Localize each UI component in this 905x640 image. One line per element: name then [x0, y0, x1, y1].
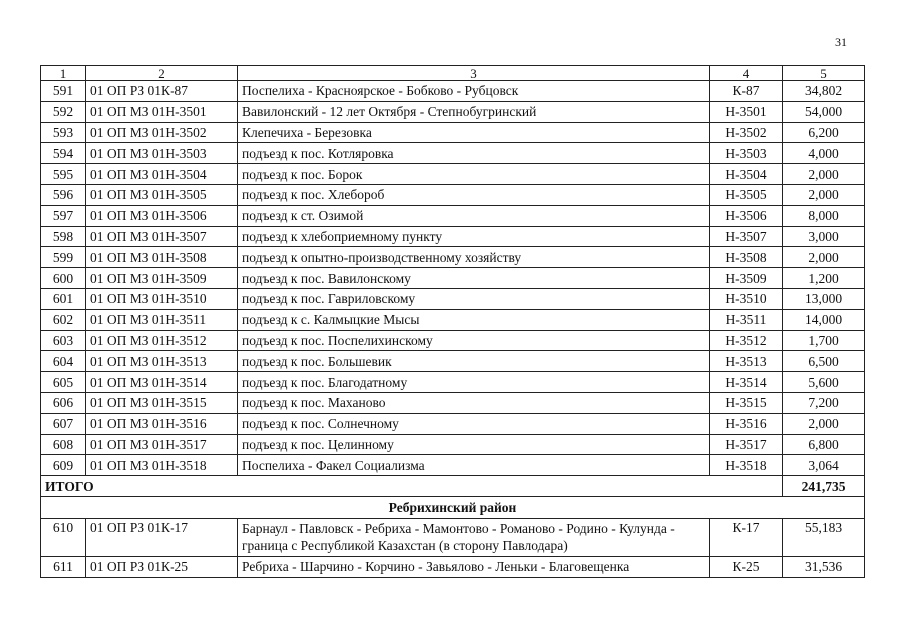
row-number: 598	[41, 226, 86, 247]
row-number: 603	[41, 330, 86, 351]
row-number: 593	[41, 122, 86, 143]
road-id: Н-3515	[710, 392, 783, 413]
road-id: Н-3510	[710, 288, 783, 309]
header-cell-3: 3	[238, 66, 710, 81]
row-number: 592	[41, 101, 86, 122]
road-length: 34,802	[783, 81, 865, 102]
road-code: 01 ОП МЗ 01Н-3508	[86, 247, 238, 268]
road-name: Поспелиха - Факел Социализма	[238, 455, 710, 476]
road-name: подъезд к пос. Большевик	[238, 351, 710, 372]
road-code: 01 ОП МЗ 01Н-3501	[86, 101, 238, 122]
road-code: 01 ОП МЗ 01Н-3509	[86, 268, 238, 289]
row-number: 595	[41, 164, 86, 185]
road-id: Н-3507	[710, 226, 783, 247]
district-row	[41, 496, 865, 518]
road-code: 01 ОП МЗ 01Н-3516	[86, 413, 238, 434]
road-code: 01 ОП МЗ 01Н-3502	[86, 122, 238, 143]
header-cell-5: 5	[783, 66, 865, 81]
row-number: 607	[41, 413, 86, 434]
table-row	[41, 101, 865, 122]
row-number: 610	[41, 518, 86, 556]
road-code: 01 ОП МЗ 01Н-3511	[86, 309, 238, 330]
road-length: 4,000	[783, 143, 865, 164]
table-row	[41, 556, 865, 577]
road-length: 6,800	[783, 434, 865, 455]
road-length: 1,200	[783, 268, 865, 289]
road-name: подъезд к с. Калмыцкие Мысы	[238, 309, 710, 330]
road-name: подъезд к пос. Хлебороб	[238, 184, 710, 205]
road-code: 01 ОП МЗ 01Н-3506	[86, 205, 238, 226]
road-id: К-25	[710, 556, 783, 577]
road-id: Н-3505	[710, 184, 783, 205]
road-code: 01 ОП РЗ 01К-25	[86, 556, 238, 577]
road-id: Н-3503	[710, 143, 783, 164]
row-number: 604	[41, 351, 86, 372]
road-name: подъезд к пос. Котляровка	[238, 143, 710, 164]
header-cell-1: 1	[41, 66, 86, 81]
table-row	[41, 81, 865, 102]
roads-table	[40, 65, 865, 578]
table-row	[41, 372, 865, 393]
district-heading: Ребрихинский район	[41, 496, 865, 518]
table-row	[41, 392, 865, 413]
road-length: 3,000	[783, 226, 865, 247]
road-id: Н-3508	[710, 247, 783, 268]
table-row	[41, 226, 865, 247]
road-id: К-87	[710, 81, 783, 102]
road-length: 2,000	[783, 247, 865, 268]
road-name: Клепечиха - Березовка	[238, 122, 710, 143]
road-id: Н-3504	[710, 164, 783, 185]
table-row	[41, 164, 865, 185]
road-length: 13,000	[783, 288, 865, 309]
row-number: 596	[41, 184, 86, 205]
road-code: 01 ОП РЗ 01К-17	[86, 518, 238, 556]
road-code: 01 ОП МЗ 01Н-3513	[86, 351, 238, 372]
road-code: 01 ОП МЗ 01Н-3510	[86, 288, 238, 309]
row-number: 611	[41, 556, 86, 577]
road-id: Н-3509	[710, 268, 783, 289]
table-row	[41, 268, 865, 289]
row-number: 601	[41, 288, 86, 309]
road-name: подъезд к пос. Гавриловскому	[238, 288, 710, 309]
row-number: 609	[41, 455, 86, 476]
road-id: К-17	[710, 518, 783, 556]
road-name: подъезд к пос. Поспелихинскому	[238, 330, 710, 351]
road-id: Н-3518	[710, 455, 783, 476]
row-number: 608	[41, 434, 86, 455]
road-length: 3,064	[783, 455, 865, 476]
road-name: Вавилонский - 12 лет Октября - Степнобугринский	[238, 101, 710, 122]
road-name: Барнаул - Павловск - Ребриха - Мамонтово - Романово - Родино - Кулунда - граница с Республикой Казахстан (в сторону Павлодара)	[238, 518, 710, 556]
road-length: 7,200	[783, 392, 865, 413]
road-length: 2,000	[783, 164, 865, 185]
row-number: 600	[41, 268, 86, 289]
road-length: 31,536	[783, 556, 865, 577]
total-row	[41, 476, 865, 497]
road-code: 01 ОП МЗ 01Н-3517	[86, 434, 238, 455]
row-number: 599	[41, 247, 86, 268]
road-length: 54,000	[783, 101, 865, 122]
road-length: 2,000	[783, 413, 865, 434]
table-row	[41, 247, 865, 268]
road-id: Н-3506	[710, 205, 783, 226]
road-length: 6,500	[783, 351, 865, 372]
road-length: 2,000	[783, 184, 865, 205]
road-name: Ребриха - Шарчино - Корчино - Завьялово - Леньки - Благовещенка	[238, 556, 710, 577]
road-name: подъезд к пос. Целинному	[238, 434, 710, 455]
road-length: 1,700	[783, 330, 865, 351]
row-number: 606	[41, 392, 86, 413]
road-code: 01 ОП МЗ 01Н-3505	[86, 184, 238, 205]
road-length: 5,600	[783, 372, 865, 393]
road-id: Н-3514	[710, 372, 783, 393]
table-row	[41, 330, 865, 351]
table-row	[41, 351, 865, 372]
road-code: 01 ОП МЗ 01Н-3515	[86, 392, 238, 413]
road-length: 14,000	[783, 309, 865, 330]
row-number: 605	[41, 372, 86, 393]
road-name: подъезд к пос. Борок	[238, 164, 710, 185]
road-name: подъезд к ст. Озимой	[238, 205, 710, 226]
road-id: Н-3516	[710, 413, 783, 434]
road-length: 8,000	[783, 205, 865, 226]
road-name: подъезд к пос. Маханово	[238, 392, 710, 413]
row-number: 602	[41, 309, 86, 330]
table-row	[41, 413, 865, 434]
road-length: 55,183	[783, 518, 865, 556]
road-code: 01 ОП РЗ 01К-87	[86, 81, 238, 102]
road-name: подъезд к хлебоприемному пункту	[238, 226, 710, 247]
road-id: Н-3501	[710, 101, 783, 122]
road-code: 01 ОП МЗ 01Н-3507	[86, 226, 238, 247]
road-code: 01 ОП МЗ 01Н-3503	[86, 143, 238, 164]
table-row	[41, 309, 865, 330]
total-value: 241,735	[783, 476, 865, 497]
road-name: Поспелиха - Красноярское - Бобково - Рубцовск	[238, 81, 710, 102]
road-name: подъезд к пос. Солнечному	[238, 413, 710, 434]
table-row	[41, 143, 865, 164]
total-label: ИТОГО	[41, 476, 783, 497]
road-id: Н-3517	[710, 434, 783, 455]
road-id: Н-3513	[710, 351, 783, 372]
table-row	[41, 455, 865, 476]
table-row	[41, 122, 865, 143]
row-number: 594	[41, 143, 86, 164]
road-code: 01 ОП МЗ 01Н-3514	[86, 372, 238, 393]
road-id: Н-3511	[710, 309, 783, 330]
header-cell-4: 4	[710, 66, 783, 81]
road-name: подъезд к пос. Вавилонскому	[238, 268, 710, 289]
table-row	[41, 184, 865, 205]
table-row	[41, 518, 865, 556]
road-name: подъезд к опытно-производственному хозяйству	[238, 247, 710, 268]
road-id: Н-3502	[710, 122, 783, 143]
row-number: 597	[41, 205, 86, 226]
road-code: 01 ОП МЗ 01Н-3518	[86, 455, 238, 476]
page-number: 31	[835, 35, 847, 49]
header-row	[41, 66, 865, 81]
road-code: 01 ОП МЗ 01Н-3512	[86, 330, 238, 351]
table-row	[41, 434, 865, 455]
header-cell-2: 2	[86, 66, 238, 81]
road-length: 6,200	[783, 122, 865, 143]
road-name: подъезд к пос. Благодатному	[238, 372, 710, 393]
table-row	[41, 288, 865, 309]
road-id: Н-3512	[710, 330, 783, 351]
road-code: 01 ОП МЗ 01Н-3504	[86, 164, 238, 185]
table-row	[41, 205, 865, 226]
row-number: 591	[41, 81, 86, 102]
